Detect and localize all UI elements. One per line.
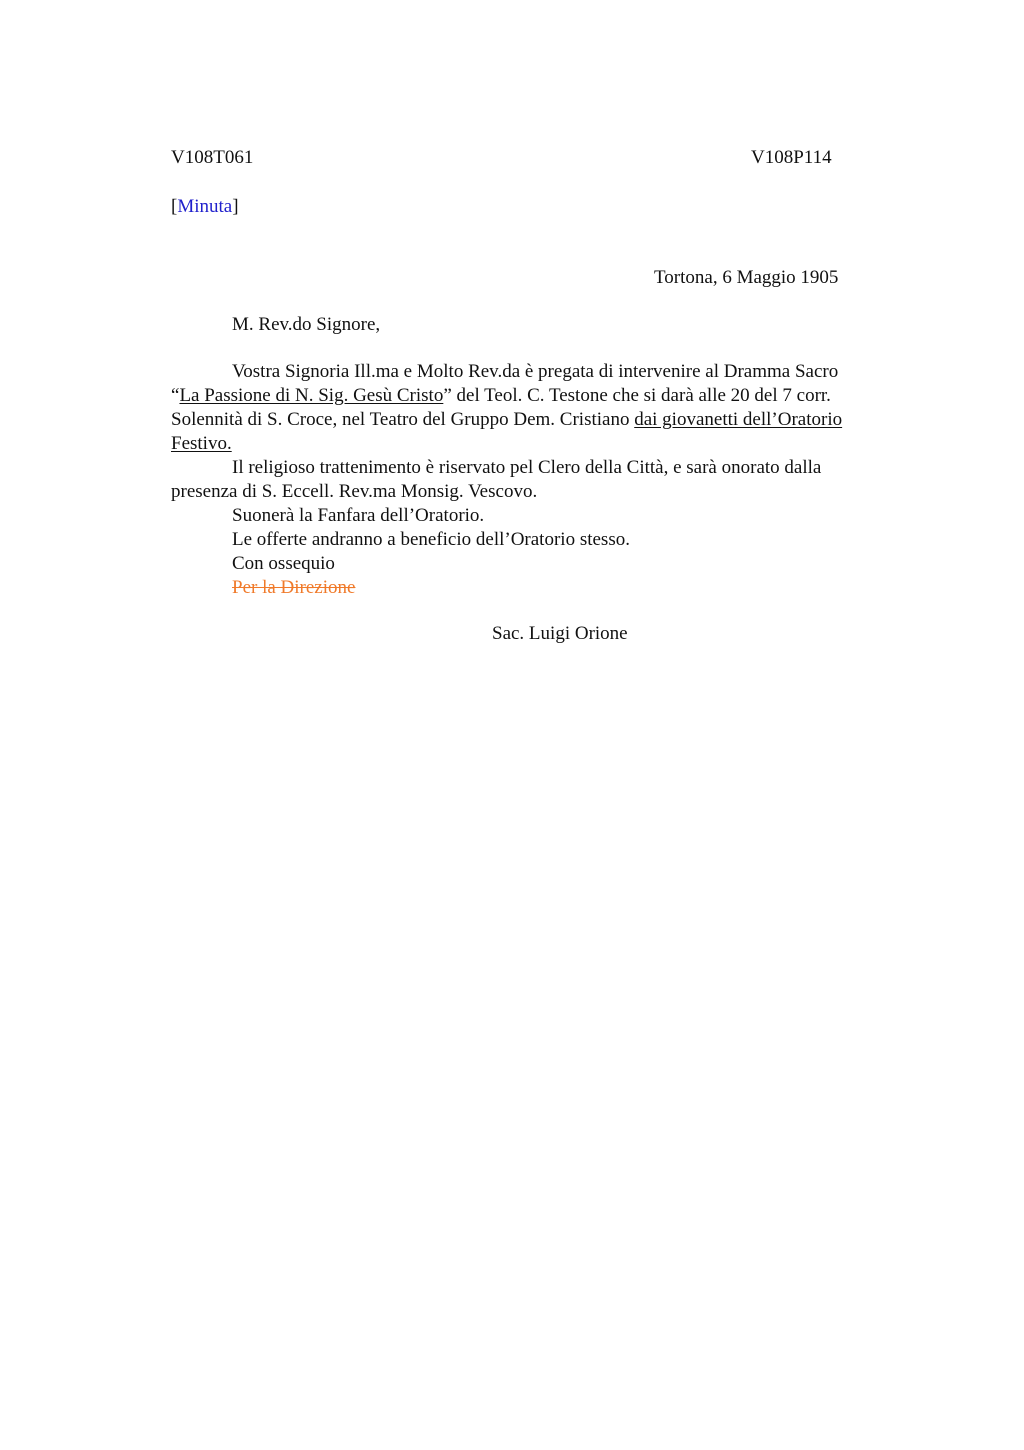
minuta-bracket-open: [ bbox=[171, 196, 178, 217]
clergy-line-2: presenza di S. Eccell. Rev.ma Monsig. Vescovo. bbox=[171, 481, 538, 502]
letter-body bbox=[171, 360, 911, 600]
salutation: M. Rev.do Signore, bbox=[232, 314, 381, 335]
invitation-line-2-rest: ” del Teol. C. Testone che si darà alle 20 del 7 corr. bbox=[443, 385, 831, 406]
offerte-line: Le offerte andranno a beneficio dell’Oratorio stesso. bbox=[232, 529, 630, 550]
paragraph-clergy bbox=[171, 456, 911, 504]
document-code-right: V108P114 bbox=[751, 147, 832, 168]
struck-direzione-text: Per la Direzione bbox=[232, 577, 356, 598]
paragraph-invitation bbox=[171, 360, 911, 456]
performers-underlined-end: Festivo. bbox=[171, 433, 232, 454]
invitation-line-2 bbox=[171, 384, 911, 408]
invitation-line-4 bbox=[171, 432, 911, 456]
minuta-label bbox=[171, 195, 239, 219]
place-date: Tortona, 6 Maggio 1905 bbox=[654, 267, 839, 288]
invitation-line-3-text: Solennità di S. Croce, nel Teatro del Gruppo Dem. Cristiano bbox=[171, 409, 635, 430]
struck-direzione-line bbox=[171, 576, 911, 600]
ossequio-line: Con ossequio bbox=[232, 553, 335, 574]
minuta-word: Minuta bbox=[177, 196, 233, 217]
signature: Sac. Luigi Orione bbox=[492, 623, 628, 644]
invitation-line-1: Vostra Signoria Ill.ma e Molto Rev.da è pregata di intervenire al Dramma Sacro bbox=[232, 361, 839, 382]
fanfara-line: Suonerà la Fanfara dell’Oratorio. bbox=[232, 505, 485, 526]
drama-title: La Passione di N. Sig. Gesù Cristo bbox=[179, 385, 444, 406]
performers-underlined: dai giovanetti dell’Oratorio bbox=[634, 409, 843, 430]
open-quote: “ bbox=[171, 385, 180, 406]
document-code-left: V108T061 bbox=[171, 147, 254, 168]
invitation-line-3 bbox=[171, 408, 911, 432]
clergy-line-1: Il religioso trattenimento è riservato pel Clero della Città, e sarà onorato dalla bbox=[232, 457, 822, 478]
minuta-bracket-close: ] bbox=[232, 196, 239, 217]
